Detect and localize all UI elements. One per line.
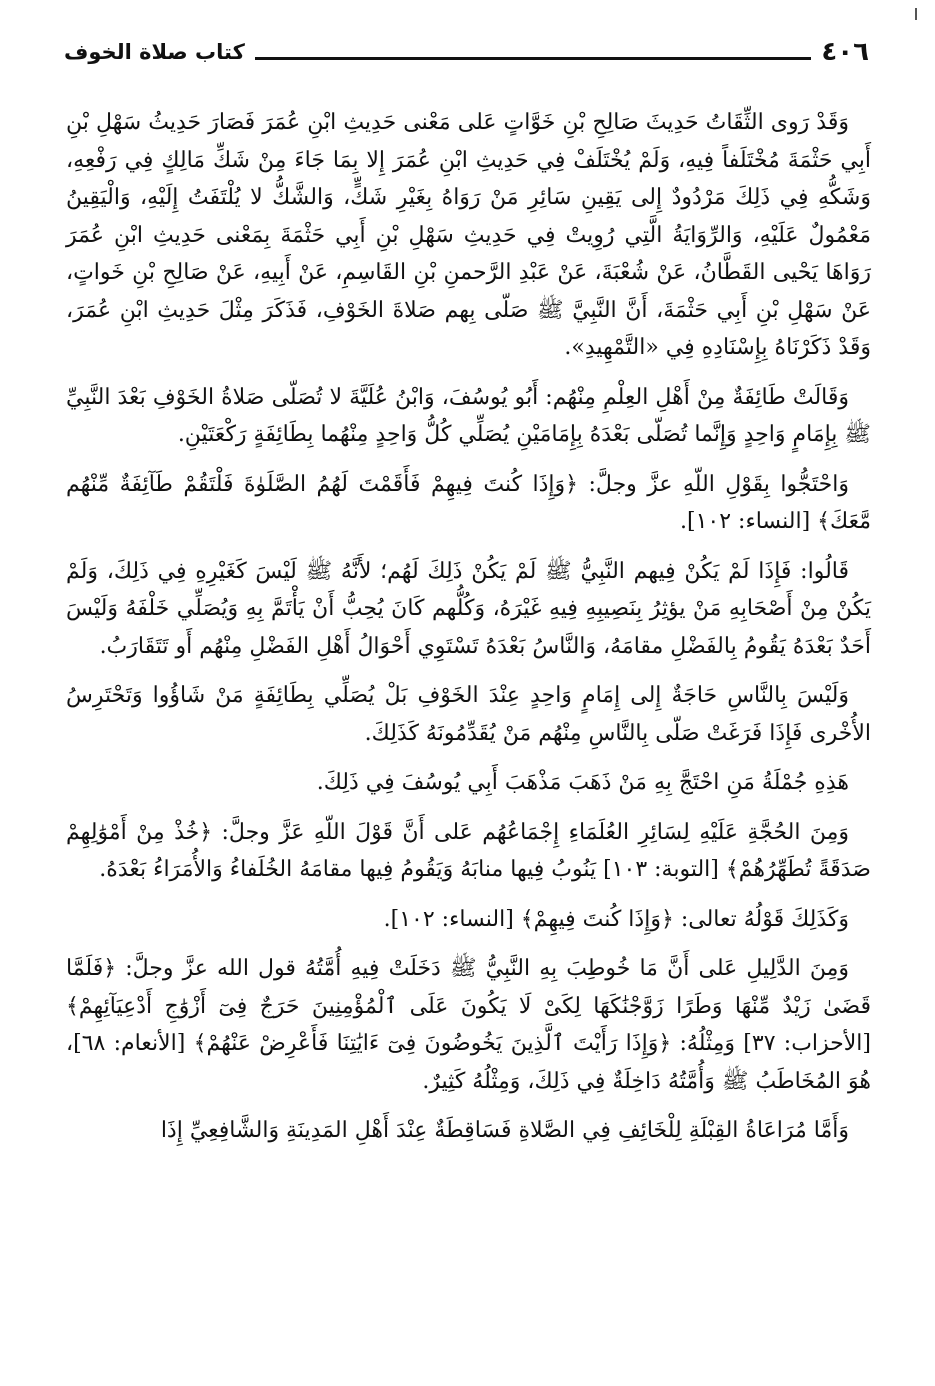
paragraph-2: وَقَالَتْ طَائِفَةٌ مِنْ أَهْلِ العِلْمِ مِنْهُم: أَبُو يُوسُفَ، وَابْنُ عُلَيَّةَ لا تُصَلّى صَلاةُ الخَوْفِ بَعْدَ النَّبِيِّ ﷺ بِإِمَامٍ وَاحِدٍ وَإِنَّما تُصَلّى بَعْدَهُ بِإِمَامَيْنِ يُصَلِّي كُلُّ وَاحِدٍ مِنْهُما بِطَائِفَةٍ رَكْعَتَيْنِ.	[66, 384, 871, 447]
paragraph-8: وَكَذَلِكَ قَوْلُهُ تعالى: ﴿وَإِذَا كُنتَ فِيهِمْ﴾ [النساء: ١٠٢].	[383, 906, 849, 932]
header-rule	[255, 57, 812, 60]
paragraph-1: وَقَدْ رَوى الثِّقَاتُ حَدِيثَ صَالِحِ بْنِ خَوَّاتٍ عَلى مَعْنى حَدِيثِ ابْنِ عُمَرَ فَصَارَ حَدِيثُ سَهْلِ بْنِ أَبِي حَثْمَةَ مُخْتَلَفاً فِيهِ، وَلَمْ يُخْتَلَفْ فِي حَدِيثِ ابْنِ عُمَرَ إِلا بِمَا جَاءَ مِنْ شَكِّ مَالِكٍ فِي رَفْعِهِ، وَشَكُّهِ فِي ذَلِكَ مَرْدُودٌ إِلى يَقِينِ سَائِرِ مَنْ رَوَاهُ بِغَيْرِ شَكٍّ، وَالشَّكُّ لا يُلْتَفَتُ إِلَيْهِ، وَالْيَقِينُ مَعْمُولٌ عَلَيْهِ، وَالرِّوَايَةُ الَّتِي رُوِيتْ فِي حَدِيثِ سَهْلِ بْنِ أَبِي حَثْمَةَ بِمَعْنى حَدِيثِ ابْنِ عُمَرَ رَوَاهَا يَحْيى القَطَّانُ، عَنْ شُعْبَةَ، عَنْ عَبْدِ الرَّحمنِ بْنِ القَاسِمِ، عَنْ أَبِيهِ، عَنْ صَالِحِ بْنِ خَواتٍ، عَنْ سَهْلِ بْنِ أَبِي حَثْمَةَ، أَنَّ النَّبِيَّ ﷺ صَلّى بِهم صَلاةَ الخَوْفِ، فَذَكَرَ مِثْلَ حَدِيثِ ابْنِ عُمَرَ، وَقَدْ ذَكَرْنَاهُ بِإِسْنَادِهِ فِي «التَّمْهِيدِ».	[66, 110, 871, 360]
paragraph-10: وَأَمَّا مُرَاعَاةُ القِبْلَةِ لِلْخَائِفِ فِي الصَّلاةِ فَسَاقِطَةٌ عِنْدَ أَهْلِ المَدِينَةِ وَالشَّافِعِيِّ إِذَا	[160, 1118, 849, 1143]
paragraph-6: هَذِهِ جُمْلَةُ مَنِ احْتَجَّ بِهِ مَنْ ذَهَبَ مَذْهَبَ أَبِي يُوسُفَ فِي ذَلِكَ.	[316, 770, 849, 795]
paragraph-5: وَلَيْسَ بِالنَّاسِ حَاجَةٌ إِلى إِمَامٍ وَاحِدٍ عِنْدَ الخَوْفِ بَلْ يُصَلِّي بِطَائِفَةٍ مَنْ شَاؤُوا وَتَحْتَرِسُ الأُخْرى فَإِذَا فَرَغَتْ صَلّى بِالنَّاسِ مِنْهُم مَنْ يُقَدِّمُونَهُ كَذَلِكَ.	[66, 683, 871, 746]
page-number: ٤٠٦	[821, 37, 869, 67]
page-header	[64, 32, 869, 72]
page-body	[66, 104, 871, 1162]
running-title: كتاب صلاة الخوف	[64, 40, 245, 64]
binding-mark	[915, 8, 917, 20]
paragraph-4: قَالُوا: فَإِذَا لَمْ يَكُنْ فِيهم النَّبِيُّ ﷺ لَمْ يَكُنْ ذَلِكَ لَهُم؛ لأَنَّهُ ﷺ لَيْسَ كَغَيْرِهِ فِي ذَلِكَ، وَلَمْ يَكُنْ مِنْ أَصْحَابِهِ مَنْ يؤثِرُ بِنَصِيبِهِ فِيهِ غَيْرَهُ، وَكُلُّهم كَانَ يُحِبُّ أَنْ يَأْتَمَّ بِهِ وَيُصَلِّي خَلْفَهُ وَلَيْسَ أَحَدٌ بَعْدَهُ يَقُومُ بِالفَضْلِ مقامَهُ، وَالنَّاسُ بَعْدَهُ تَسْتَوِي أَحْوَالُ أَهْلِ الفَضْلِ مِنْهُم أَو تَتَقَارَبُ.	[66, 558, 871, 659]
paragraph-9: وَمِنَ الدَّلِيلِ عَلى أَنَّ مَا خُوطِبَ بِهِ النَّبِيُّ ﷺ دَخَلَتْ فِيهِ أُمَّتُهُ قول الله عزَّ وجلَّ: ﴿فَلَمَّا قَضَىٰ زَيْدٌ مِّنْهَا وَطَرًا زَوَّجْنَٰكَهَا لِكَىْ لَا يَكُونَ عَلَى ٱلْمُؤْمِنِينَ حَرَجٌ فِىٓ أَزْوَٰجِ أَدْعِيَآئِهِمْ﴾ [الأحزاب: ٣٧] وَمِثْلُهُ: ﴿وَإِذَا رَأَيْتَ ٱلَّذِينَ يَخُوضُونَ فِىٓ ءَايَٰتِنَا فَأَعْرِضْ عَنْهُمْ﴾ [الأنعام: ٦٨]، هُوَ المُخَاطَبُ ﷺ وَأُمَّتُهُ دَاخِلَةٌ فِي ذَلِكَ، وَمِثْلُهُ كَثِيرٌ.	[66, 956, 871, 1094]
paragraph-3: وَاحْتَجُّوا بِقَوْلِ اللّهِ عزَّ وجلَّ: ﴿وَإِذَا كُنتَ فِيهِمْ فَأَقَمْتَ لَهُمُ الصَّلَوٰةَ فَلْتَقُمْ طَآئِفَةٌ مِّنْهُم مَّعَكَ﴾ [النساء: ١٠٢].	[66, 471, 871, 534]
paragraph-7: وَمِنَ الحُجَّةِ عَلَيْهِ لِسَائِرِ العُلَمَاءِ إِجْمَاعُهُم عَلى أَنَّ قَوْلَ اللّهِ عَزَّ وجلَّ: ﴿خُذْ مِنْ أَمْوَٰلِهِمْ صَدَقَةً تُطَهِّرُهُمْ﴾ [التوبة: ١٠٣] يَنُوبُ فِيها منابَهُ وَيَقُومُ فِيها مقامَهُ الخُلَفاءُ وَالأُمَرَاءُ بَعْدَهُ.	[66, 819, 871, 882]
